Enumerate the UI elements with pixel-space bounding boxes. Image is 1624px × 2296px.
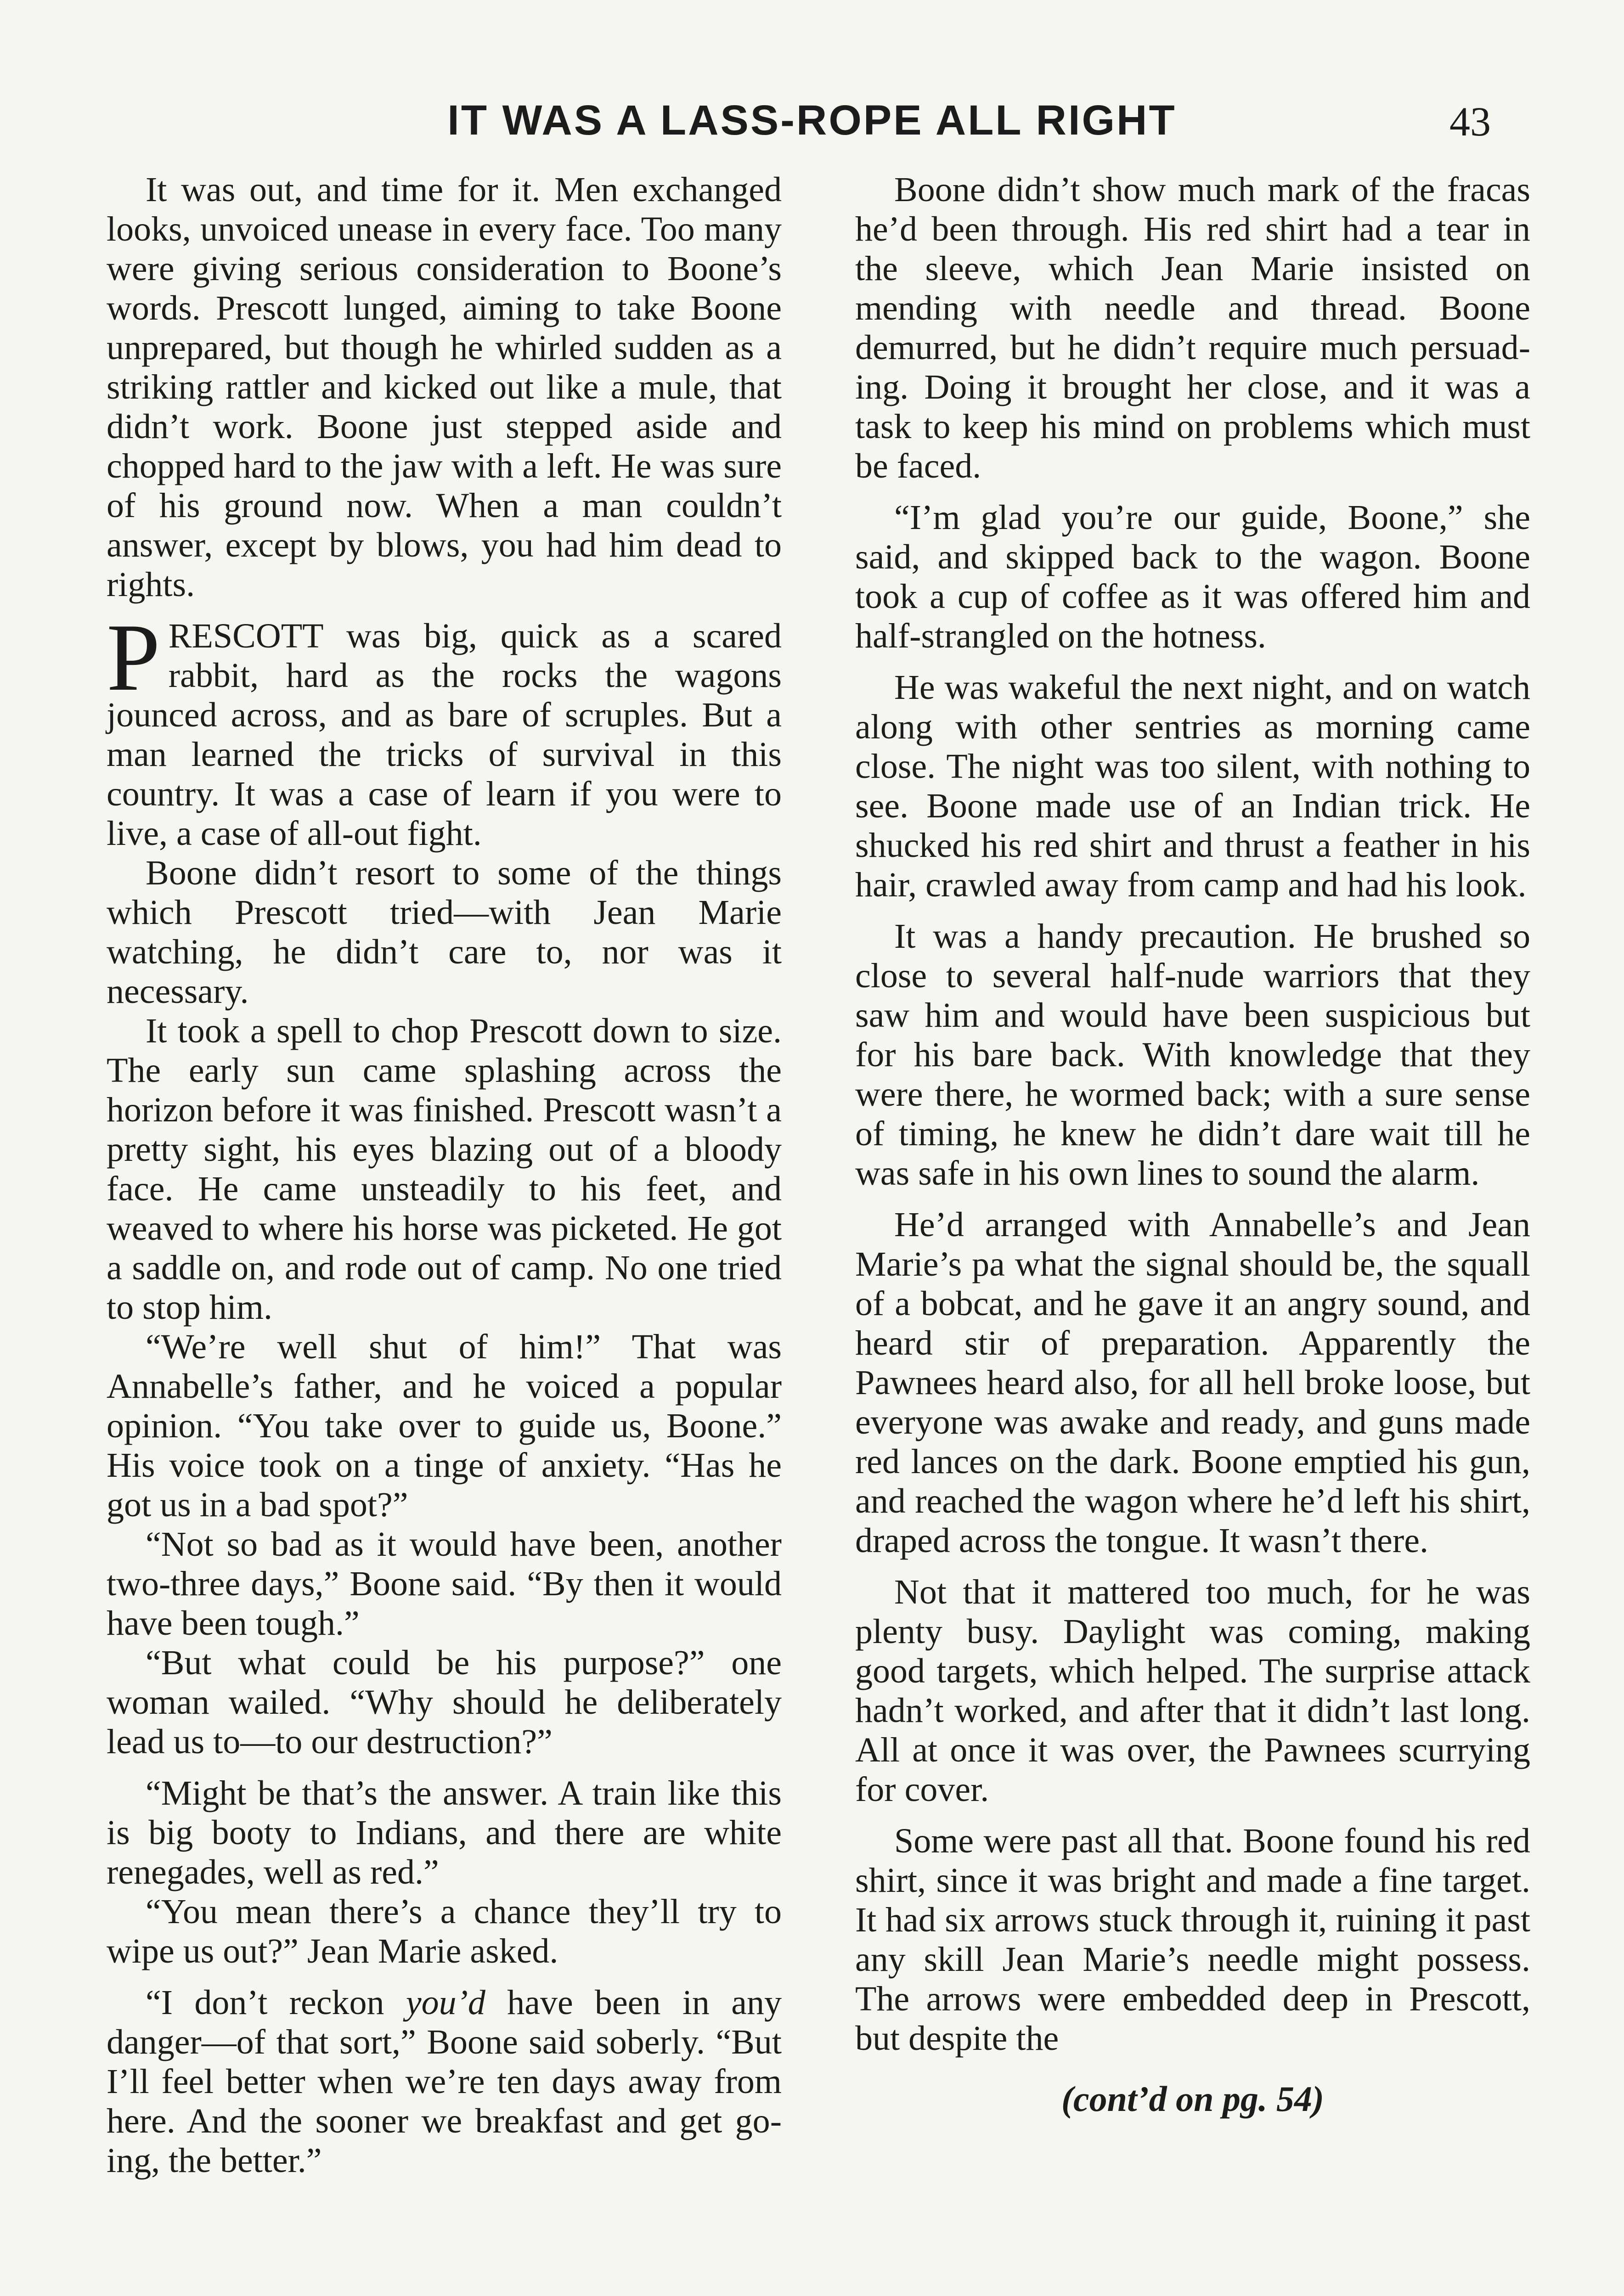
paragraph: It was out, and time for it. Men exchanged looks, unvoiced unease in every face. Too many were giving serious consideration to Boone’s words. Prescott lunged, aiming to take Boone unprepared, but though he whirled sudden as a striking rattler and kicked out like a mule, that didn’t work. Boone just stepped aside and chopped hard to the jaw with a left. He was sure of his ground now. When a man couldn’t answer, except by blows, you had him dead to rights. bbox=[107, 170, 782, 604]
paragraph: Not that it mattered too much, for he was plenty busy. Daylight was coming, making good targets, which helped. The surprise attack hadn’t worked, and after that it didn’t last long. All at once it was over, the Pawnees scurrying for cover. bbox=[855, 1573, 1530, 1809]
paragraph: He was wakeful the next night, and on watch along with other sentries as morning came close. The night was too silent, with nothing to see. Boone made use of an Indian trick. He shucked his red shirt and thrust a feather in his hair, crawled away from camp and had his look. bbox=[855, 668, 1530, 904]
paragraph-text: “I don’t reckon bbox=[146, 1983, 406, 2022]
paragraph: It took a spell to chop Prescott down to size. The early sun came splashing across the horizon before it was finished. Prescott wasn’t a pretty sight, his eyes blazing out of a bloody face. He came unsteadily to his feet, and weaved to where his horse was picketed. He got a saddle on, and rode out of camp. No one tried to stop him. bbox=[107, 1012, 782, 1327]
paragraph: He’d arranged with Annabelle’s and Jean Marie’s pa what the signal should be, the squall of a bobcat, and he gave it an angry sound, and heard stir of preparation. Apparently the Pawnees heard also, for all hell broke loose, but everyone was awake and ready, and guns made red lances on the dark. Boone emptied his gun, and reached the wagon where he’d left his shirt, draped across the tongue. It wasn’t there. bbox=[855, 1205, 1530, 1560]
paragraph: “You mean there’s a chance they’ll try to wipe us out?” Jean Marie asked. bbox=[107, 1892, 782, 1970]
running-title: IT WAS A LASS-ROPE ALL RIGHT bbox=[447, 97, 1177, 144]
drop-cap: P bbox=[107, 604, 160, 711]
paragraph: It was a handy precaution. He brushed so close to several half-nude warriors that they saw him and would have been suspicious but for his bare back. With knowledge that they were there, he wormed back; with a sure sense of timing, he knew he didn’t dare wait till he was safe in his own lines to sound the alarm. bbox=[855, 917, 1530, 1193]
emphasis-text: you’d bbox=[406, 1983, 485, 2022]
left-column bbox=[107, 170, 782, 2296]
right-column bbox=[855, 170, 1530, 2296]
paragraph: “But what could be his purpose?” one woman wailed. “Why should he deliberately lead us to—to our destruction?” bbox=[107, 1643, 782, 1761]
paragraph: Boone didn’t resort to some of the things which Prescott tried—with Jean Marie watching, he didn’t care to, nor was it necessary. bbox=[107, 854, 782, 1011]
paragraph-text: RESCOTT was big, quick as a scared rabbit, hard as the rocks the wagons jounced across, and as bare of scruples. But a man learned the tricks of survival in this country. It was a case of learn if you were to live, a case of all-out fight. bbox=[107, 617, 782, 853]
story-body bbox=[107, 170, 1530, 2296]
paragraph: “Not so bad as it would have been, another two-three days,” Boone said. “By then it would have been tough.” bbox=[107, 1525, 782, 1643]
paragraph: “We’re well shut of him!” That was Annabelle’s father, and he voiced a popular opinion. “You take over to guide us, Boone.” His voice took on a tinge of anxiety. “Has he got us in a bad spot?” bbox=[107, 1328, 782, 1524]
paragraph: “Might be that’s the answer. A train like this is big booty to Indians, and there are white renegades, well as red.” bbox=[107, 1774, 782, 1891]
paragraph: Some were past all that. Boone found his red shirt, since it was bright and made a fine target. It had six arrows stuck through it, ruining it past any skill Jean Marie’s needle might possess. The arrows were embedded deep in Prescott, but despite the bbox=[855, 1822, 1530, 2058]
paragraph-text: have been in any danger—of that sort,” Boone said soberly. “But I’ll feel better when we’re ten days away from here. And the sooner we breakfast and get going, the better.” bbox=[107, 1983, 782, 2180]
paragraph: Boone didn’t show much mark of the fracas he’d been through. His red shirt had a tear in the sleeve, which Jean Marie insisted on mending with needle and thread. Boone demurred, but he didn’t require much persuading. Doing it brought her close, and it was a task to keep his mind on problems which must be faced. bbox=[855, 170, 1530, 485]
paragraph: “I’m glad you’re our guide, Boone,” she said, and skipped back to the wagon. Boone took a cup of coffee as it was offered him and half-strangled on the hotness. bbox=[855, 498, 1530, 655]
page-number: 43 bbox=[1449, 99, 1491, 145]
page-header bbox=[0, 96, 1624, 161]
paragraph bbox=[107, 1983, 782, 2180]
continued-note: (cont’d on pg. 54) bbox=[1061, 2079, 1324, 2119]
paragraph-dropcap bbox=[107, 604, 782, 853]
